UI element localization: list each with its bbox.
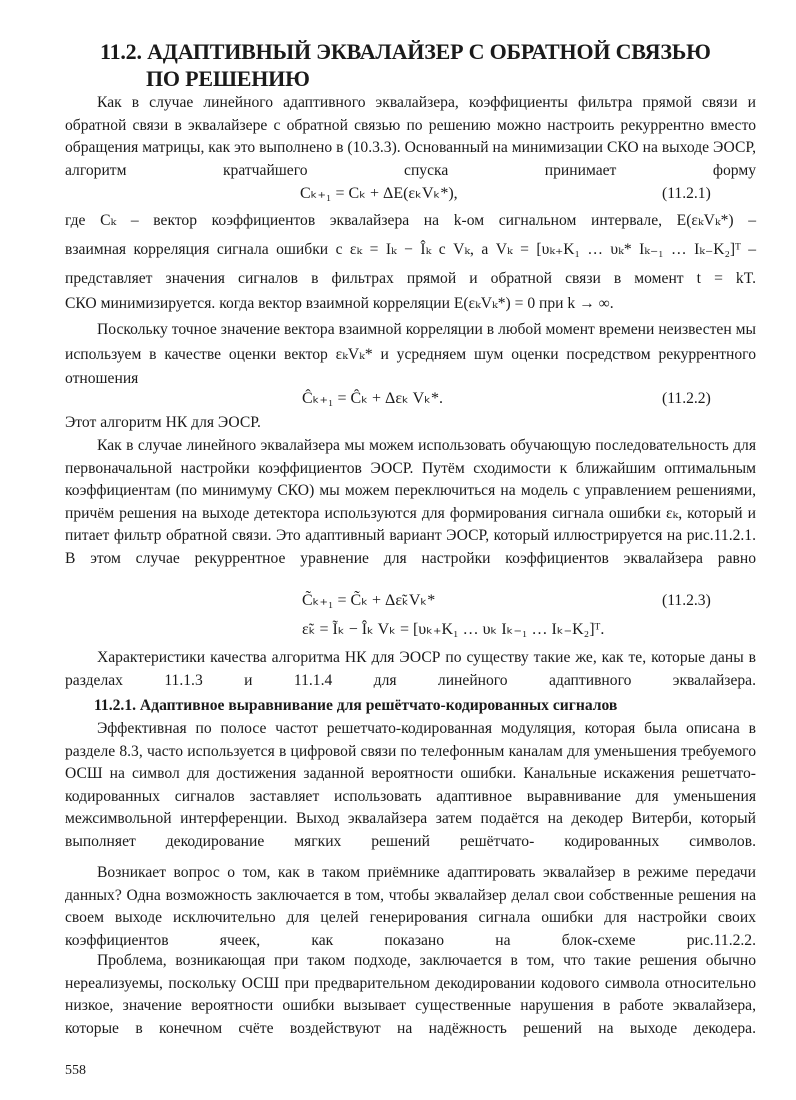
section-title-line2: ПО РЕШЕНИЮ (146, 66, 310, 91)
equation-11-2-3a: C̃ₖ₊₁ = C̃ₖ + Δε̃ₖVₖ* (302, 592, 436, 609)
subsection-heading: 11.2.1. Адаптивное выравнивание для решётчато-кодированных сигналов (94, 697, 618, 714)
paragraph-7: Эффективная по полосе частот решетчато-кодированная модуляция, которая была описана в разделе 8.3, часто используется в цифровой связи по телефонным каналам для уменьшения требуемого ОСШ на символ для достижения заданной вероятности ошибки. Канальные искажения решетчато-кодированных сигналов заставляет использовать адаптивное выравнивание для уменьшения межсимвольной интерференции. Выход эквалайзера затем подаётся на декодер Витерби, который выполняет декодирование мягких решений решётчато- кодированных символов. (65, 720, 756, 850)
equation-11-2-2: Ĉₖ₊₁ = Ĉₖ + Δεₖ Vₖ*. (302, 390, 443, 407)
paragraph-4: Этот алгоритм НК для ЭОСР. (65, 414, 261, 431)
paragraph-2-line3: представляет значения сигналов в фильтрах прямой и обратной связи в момент t = kT. (65, 270, 756, 287)
paragraph-5: Как в случае линейного эквалайзера мы можем использовать обучающую последовательность для первоначальной настройки коэффициентов ЭОСР. Путём сходимости к ближайшим оптимальным коэффициентам (по минимуму СКО) мы можем переключиться на модель с управлением решениями, причём решения на выходе детектора используются для формирования сигнала ошибки εₖ, который и питает фильтр обратной связи. Это адаптивный вариант ЭОСР, который иллюстрируется на рис.11.2.1. В этом случае рекуррентное уравнение для настройки коэффициентов эквалайзера равно (65, 437, 756, 567)
paragraph-3: Поскольку точное значение вектора взаимной корреляции в любой момент времени неизвестен мы используем в качестве оценки вектор εₖVₖ* и усредняем шум оценки посредством рекуррентного отношения (65, 321, 756, 387)
paragraph-2-line2: взаимная корреляция сигнала ошибки с εₖ = Iₖ − Îₖ с Vₖ, а Vₖ = [υₖ₊K₁ … υₖ* Iₖ₋₁ … Iₖ₋K₂]ᵀ – (65, 241, 756, 258)
section-number: 11.2. (100, 39, 142, 64)
equation-11-2-3b: ε̃ₖ = Ĩₖ − Îₖ Vₖ = [υₖ₊K₁ … υₖ Iₖ₋₁ … Iₖ₋K₂]ᵀ. (302, 621, 605, 638)
paragraph-6: Характеристики качества алгоритма НК для ЭОСР по существу такие же, как те, которые даны в разделах 11.1.3 и 11.1.4 для линейного адаптивного эквалайзера. (65, 649, 756, 689)
paragraph-2-line4: СКО минимизируется. когда вектор взаимной корреляции E(εₖVₖ*) = 0 при k → ∞. (65, 295, 614, 312)
equation-number-11-2-1: (11.2.1) (662, 185, 711, 202)
equation-number-11-2-3: (11.2.3) (662, 592, 711, 609)
paragraph-8: Возникает вопрос о том, как в таком приёмнике адаптировать эквалайзер в режиме передачи данных? Одна возможность заключается в том, чтобы эквалайзер делал свои собственные решения на своем выходе исключительно для целей генерирования сигнала ошибки для настройки своих коэффициентов ячеек, как показано на блок-схеме рис.11.2.2. (65, 864, 756, 949)
paragraph-1: Как в случае линейного адаптивного эквалайзера, коэффициенты фильтра прямой связи и обратной связи в эквалайзере с обратной связью по решению можно настроить рекуррентно вместо обращения матрицы, как это выполнено в (10.3.3). Основанный на минимизации СКО на выходе ЭОСР, алгоритм кратчайшего спуска принимает форму (65, 94, 756, 179)
paragraph-9: Проблема, возникающая при таком подходе, заключается в том, что такие решения обычно нереализуемы, поскольку ОСШ при предварительном декодировании кодового символа относительно низкое, значение вероятности ошибки вызывает существенные нарушения в работе эквалайзера, которые в конечном счёте воздействуют на надёжность решений на выходе декодера. (65, 952, 756, 1037)
section-heading (100, 38, 760, 92)
equation-11-2-1: Cₖ₊₁ = Cₖ + ΔE(εₖVₖ*), (300, 185, 458, 202)
section-title-line1: АДАПТИВНЫЙ ЭКВАЛАЙЗЕР С ОБРАТНОЙ СВЯЗЬЮ (147, 39, 711, 64)
page-number: 558 (65, 1063, 86, 1078)
paragraph-2-line1: где Cₖ – вектор коэффициентов эквалайзера на k-ом сигнальном интервале, E(εₖVₖ*) – (65, 212, 756, 229)
section-heading-line1 (100, 38, 760, 65)
equation-number-11-2-2: (11.2.2) (662, 390, 711, 407)
